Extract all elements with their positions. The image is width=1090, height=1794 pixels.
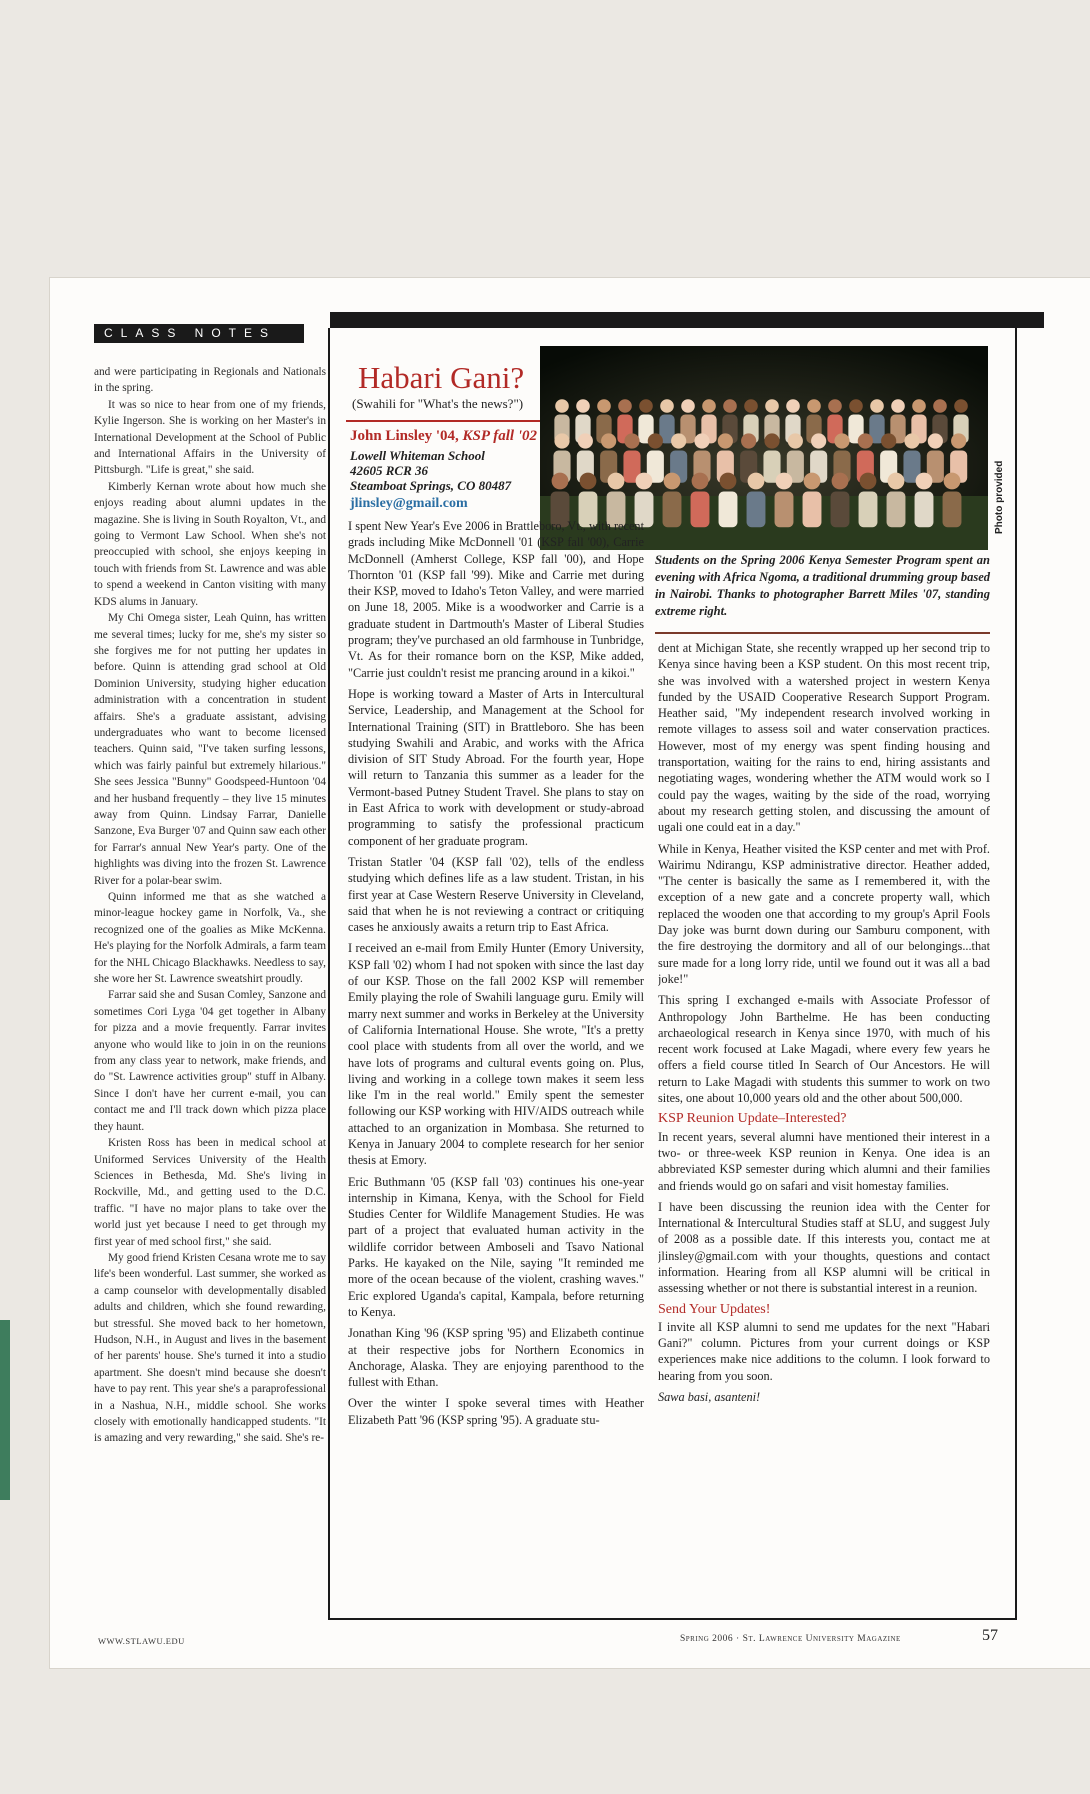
- left-paragraph: Kristen Ross has been in medical school at Uniformed Services University of the Health Sciences in Bethesda, Md. She's living in Rockville, Md., and getting used to the D.C. traffic. "I have no major plans to take over the world just yet because I need to get through my first year of med school first," she said.: [94, 1137, 326, 1248]
- article-paragraph: Jonathan King '96 (KSP spring '95) and Elizabeth continue at their respective jobs for Northern Economics in Anchorage, Alaska. They are enjoying parenthood to the fullest with Ethan.: [348, 1326, 644, 1390]
- left-paragraph: My good friend Kristen Cesana wrote me to say life's been wonderful. Last summer, she worked as a camp counselor with developmentally disabled adults and children, which she found rewarding, but stressful. She moved back to her hometown, Hudson, N.H., in August and lives in the basement of her parents' house. She's turned it into a studio apartment. She doesn't mind because she doesn't have to pay rent. This year she's a paraprofessional in a Nashua, N.H., middle school. She works closely with emotionally handicapped students. "It is amazing and very rewarding," she said. She's re-: [94, 1251, 326, 1445]
- left-paragraph: My Chi Omega sister, Leah Quinn, has written me several times; lucky for me, she's my sister so she forgives me for not putting her updates in before. Quinn is attending grad school at Old Dominion University, studying higher education administration with a concentration in student affairs. She's a graduate assistant, advising undergraduates who want to become licensed teachers. Quinn said, "I've taken surfing lessons, which was fairly painful but extremely hilarious." She sees Jessica "Bunny" Goodspeed-Huntoon '04 and her husband frequently – they live 15 minutes away from Quinn. Lindsay Farrar, Danielle Sanzone, Eva Burger '07 and Quinn saw each other for Farrar's annual New Year's party. One of the highlights was diving into the frozen St. Lawrence River for a polar-bear swim.: [94, 612, 326, 887]
- article-paragraph: dent at Michigan State, she recently wrapped up her second trip to Kenya since having been a KSP student. On this most recent trip, she was involved with a watershed project in western Kenya funded by the USAID Cooperative Research Support Program. Heather said, "My independent research involved working in remote villages to assess soil and water conservation practices. However, most of my energy was spent finding housing and transportation, waiting for the rains to end, hiring assistants and negotiating wages, wondering whether the ATM would work so I could pay the wages, waiting by the side of the road, worrying about my research getting stolen, and discussing the amount of ugali one could eat in a day.": [658, 641, 990, 835]
- updates-heading: Send Your Updates!: [658, 1301, 771, 1317]
- left-paragraph: Farrar said she and Susan Comley, Sanzone and sometimes Cori Lyga '04 get together in Albany for pizza and a movie frequently. Farrar invites anyone who would like to join in on the reunions from any class year to network, make friends, and do "St. Lawrence activities group" stuff in Albany. Since I don't have her current e-mail, you can contact me and I'll track down which pizza place they haunt.: [94, 989, 326, 1133]
- author-address: [350, 448, 511, 493]
- box-top-bar: [330, 312, 1044, 328]
- article-paragraph: This spring I exchanged e-mails with Associate Professor of Anthropology John Barthelme. He has been conducting archaeological research in Kenya since 1970, with much of his recent work focused at Lake Magadi, where every few years he offers a field course titled In Search of Our Ancestors. He will return to Lake Magadi with students this summer to work on two sites, one about 10,000 years old and the other about 500,000.: [658, 993, 990, 1106]
- reunion-paragraph: I have been discussing the reunion idea with the Center for International & Intercultural Studies staff at SLU, and suggest July of 2008 as a possible date. If this interests you, contact me at jlinsley@gmail.com with your thoughts, questions and contact information. Hearing from all KSP alumni will be critical in assessing whether or not there is substantial interest in a reunion.: [658, 1199, 990, 1296]
- updates-paragraph: I invite all KSP alumni to send me updates for the next "Habari Gani?" column. Pictures from your current doings or KSP experiences make nice additions to the column. I look forward to hearing from you soon.: [658, 1319, 990, 1383]
- left-paragraph: Kimberly Kernan wrote about how much she enjoys reading about alumni updates in the magazine. She is living in South Royalton, Vt., and going to Vermont Law School. When she's not preoccupied with school, she enjoys keeping in touch with friends from St. Lawrence and was able to spend a weekend in Canton visiting with many KDS alums in January.: [94, 480, 326, 608]
- article-paragraph: Tristan Statler '04 (KSP fall '02), tells of the endless studying which defines life as a law student. Tristan, in his first year at Case Western Reserve University in Cleveland, said that when he is not reviewing a contract or critiquing cases he anxiously awaits a return trip to East Africa.: [348, 854, 644, 935]
- article-paragraph: Hope is working toward a Master of Arts in Intercultural Service, Leadership, and Management at the School for International Training (SIT) in Brattleboro. She has been studying Swahili and Arabic, and works with the Africa division of SIT Study Abroad. For the fourth year, Hope will return to Tanzania this summer as a leader for the Vermont-based Putney Student Travel. She plans to stay on in East Africa to work with development or study-abroad programming to satisfy the professional practicum component of her graduate program.: [348, 686, 644, 848]
- left-paragraph: and were participating in Regionals and Nationals in the spring.: [94, 366, 326, 395]
- article-paragraph: I received an e-mail from Emily Hunter (Emory University, KSP fall '02) whom I had not spoken with since the last day of our KSP. Those on the fall 2002 KSP will remember Emily playing the role of Swahili language guru. Emily will marry next summer and works in Berkeley at the University of California International House. She wrote, "It's a pretty cool place with students from all over the world, and we have lots of programs and cultural events going on. Plus, living and working in a college town makes it seem less like I'm in the real world." Emily spent the semester following our KSP working with HIV/AIDS outreach while attached to an organization in Mombasa. She returned to Kenya in January 2004 to complete research for her senior thesis at Emory.: [348, 941, 644, 1168]
- column-title: Habari Gani?: [358, 360, 525, 395]
- left-paragraph: Quinn informed me that as she watched a minor-league hockey game in Norfolk, Va., she recognized one of the goalies as Mike McKenna. He's playing for the Norfolk Admirals, a farm team for the NHL Chicago Blackhawks. Needless to say, she wore her St. Lawrence sweatshirt proudly.: [94, 891, 326, 986]
- middle-column: [348, 518, 644, 1613]
- photo-credit: Photo provided: [994, 460, 1005, 534]
- address-line: Steamboat Springs, CO 80487: [350, 478, 512, 493]
- reunion-paragraph: In recent years, several alumni have mentioned their interest in a two- or three-week KSP reunion in Kenya. One idea is an abbreviated KSP semester during which alumni and their families and friends would go on safari and visit homestay families.: [658, 1129, 990, 1193]
- author-name: John Linsley '04,: [350, 428, 463, 444]
- magazine-page: [50, 278, 1090, 1668]
- footer-issue: Spring 2006 · St. Lawrence University Magazine: [680, 1634, 901, 1644]
- article-paragraph: While in Kenya, Heather visited the KSP center and met with Prof. Wairimu Ndirangu, KSP administrative director. Heather added, "The center is basically the same as I remembered it, with the exception of a new gate and a concrete property wall, which replaced the wooden one that according to my group's April Fools Day joke was burnt down during our Samburu component, with the fire destroying the dormitory and all of our belongings...that sure made for a long lorry ride, until we found out it was all a bad joke!": [658, 841, 990, 986]
- article-paragraph: I spent New Year's Eve 2006 in Brattleboro, Vt., with recent grads including Mike McDonnell '01 (KSP fall '00), Carrie McDonnell (Amherst College, KSP fall '00), and Hope Thornton '01 (KSP fall '99). Mike and Carrie met during their KSP, moved to Idaho's Teton Valley, and were married on June 18, 2005. Mike is a woodworker and Carrie is a graduate student in Dartmouth's Master of Liberal Studies program; they've purchased an old farmhouse in Tunbridge, Vt. As for their romance born on the KSP, Mike added, "Carrie just couldn't resist me prancing around in a kikoi.": [348, 519, 644, 680]
- right-column: [658, 640, 990, 1615]
- page-number: 57: [982, 1627, 998, 1644]
- caption-rule: [655, 632, 990, 634]
- photo-caption: Students on the Spring 2006 Kenya Semester Program spent an evening with Africa Ngoma, a traditional drumming group based in Nairobi. Thanks to photographer Barrett Miles '07, standing extreme right.: [655, 553, 990, 618]
- left-paragraph: It was so nice to hear from one of my friends, Kylie Ingerson. She is working on her Master's in International Development at the School of Public and International Affairs in the University of Pittsburgh. "Life is great," she said.: [94, 398, 326, 477]
- column-subtitle: (Swahili for "What's the news?"): [352, 396, 524, 411]
- footer-website: WWW.STLAWU.EDU: [98, 1636, 185, 1646]
- author-line: [350, 428, 537, 445]
- title-rule: [346, 420, 558, 422]
- article-paragraph: Eric Buthmann '05 (KSP fall '03) continues his one-year internship in Kimana, Kenya, with the School for Field Studies Center for Wildlife Management Studies. He was part of a project that evaluated human activity in the wildlife corridor between Amboseli and Tsavo National Parks. He kayaked on the Nile, saying "It reminded me more of the ocean because of the violent, crashing waves." Eric explored Uganda's capital, Kampala, before returning to Kenya.: [348, 1174, 644, 1319]
- box-right-rule: [1015, 328, 1044, 1618]
- author-email[interactable]: jlinsley@gmail.com: [350, 496, 468, 511]
- section-label: CLASS NOTES: [94, 324, 304, 343]
- author-ksp: KSP fall '02: [462, 428, 537, 444]
- box-left-rule: [328, 328, 330, 1618]
- reunion-heading: KSP Reunion Update–Interested?: [658, 1111, 847, 1127]
- address-line: Lowell Whiteman School: [350, 448, 485, 463]
- background-strip: [0, 1320, 10, 1500]
- article-paragraph: Over the winter I spoke several times with Heather Elizabeth Patt '96 (KSP spring '95). A graduate stu-: [348, 1396, 644, 1427]
- left-column: [94, 364, 326, 1614]
- box-bottom-rule: [328, 1618, 1017, 1620]
- signoff: Sawa basi, asanteni!: [658, 1390, 761, 1405]
- address-line: 42605 RCR 36: [350, 463, 429, 478]
